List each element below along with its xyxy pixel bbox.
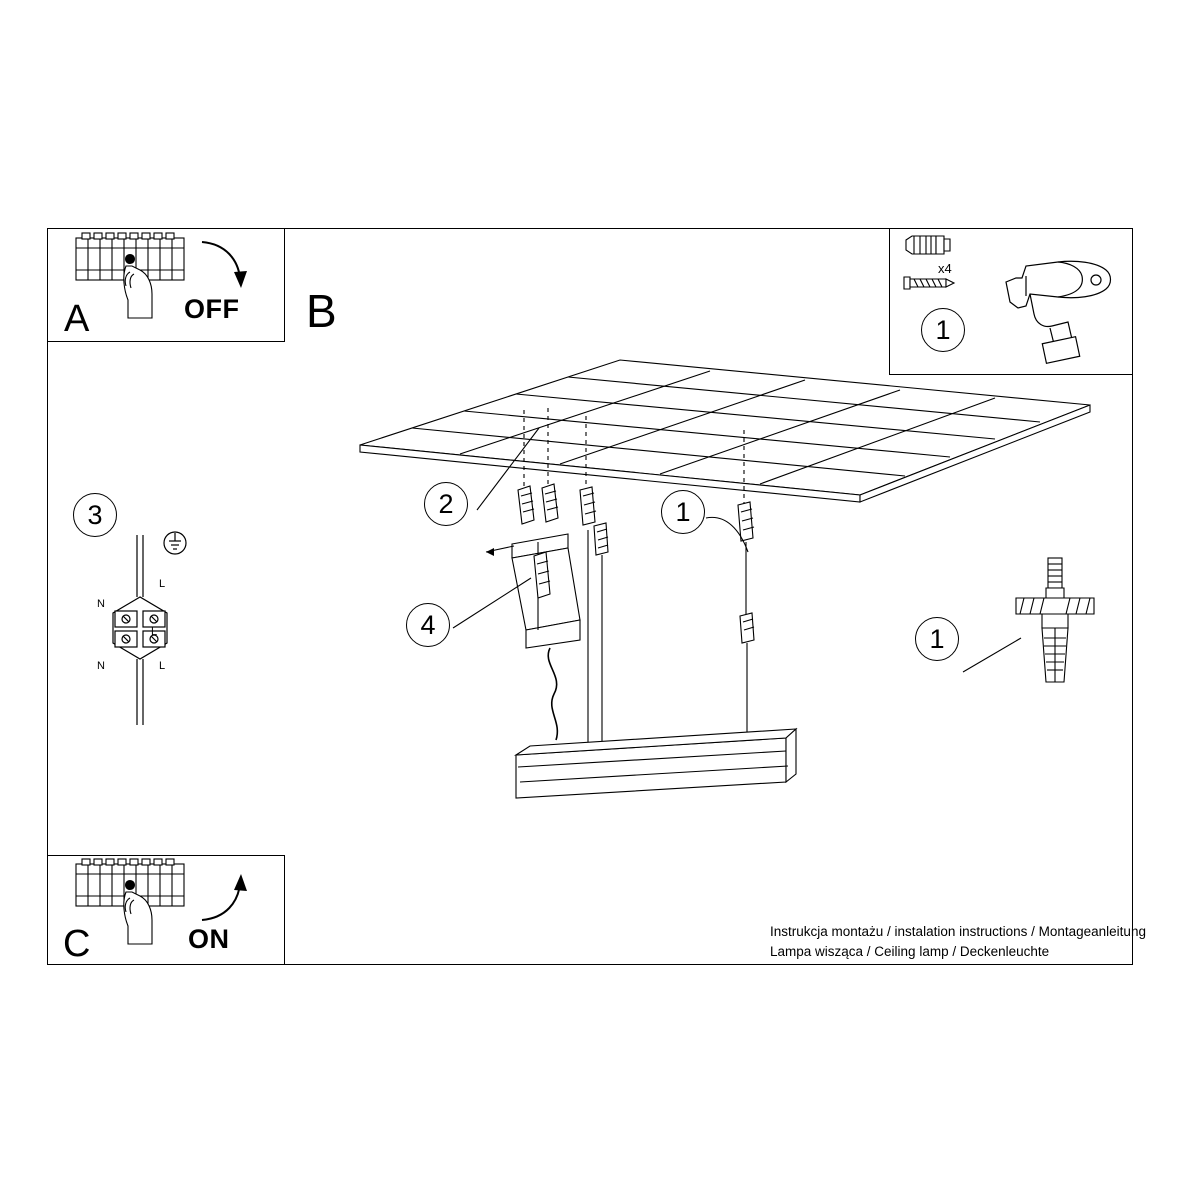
callout-4-leader (445, 570, 555, 640)
wiring-diagram (95, 525, 275, 735)
step-b-letter: B (306, 285, 337, 337)
callout-2: 2 (424, 482, 468, 526)
callout-1-main-leader (700, 508, 770, 568)
step-a-state-label: OFF (184, 294, 240, 324)
curved-down-arrow-icon-a (196, 236, 256, 296)
callout-1-parts: 1 (921, 308, 965, 352)
curved-up-arrow-icon-c (196, 868, 256, 928)
footer-line-2: Lampa wisząca / Ceiling lamp / Deckenleuchte (770, 944, 1050, 960)
wire-label-n-bottom: N (97, 660, 105, 672)
callout-4: 4 (406, 603, 450, 647)
footer-line-1: Instrukcja montażu / instalation instructions / Montageanleitung (770, 924, 1146, 939)
anchor-drop-mid (580, 487, 596, 525)
part-quantity-label: x4 (938, 261, 952, 276)
callout-1-main: 1 (661, 490, 705, 534)
step-c-letter: C (63, 923, 91, 965)
lamp-assembly-diagram (250, 330, 1110, 890)
callout-2-leader (455, 420, 575, 520)
footer-text (770, 922, 1146, 963)
wire-label-l-mid: L (151, 626, 158, 638)
wire-label-l-bottom: L (159, 660, 166, 672)
callout-3-wiring: 3 (73, 493, 117, 537)
step-c-state-label: ON (188, 924, 230, 954)
wire-label-n-top: N (97, 598, 105, 610)
wire-label-l-top: L (159, 578, 166, 590)
step-a-letter: A (64, 298, 90, 340)
callout-1-anchor: 1 (915, 617, 959, 661)
